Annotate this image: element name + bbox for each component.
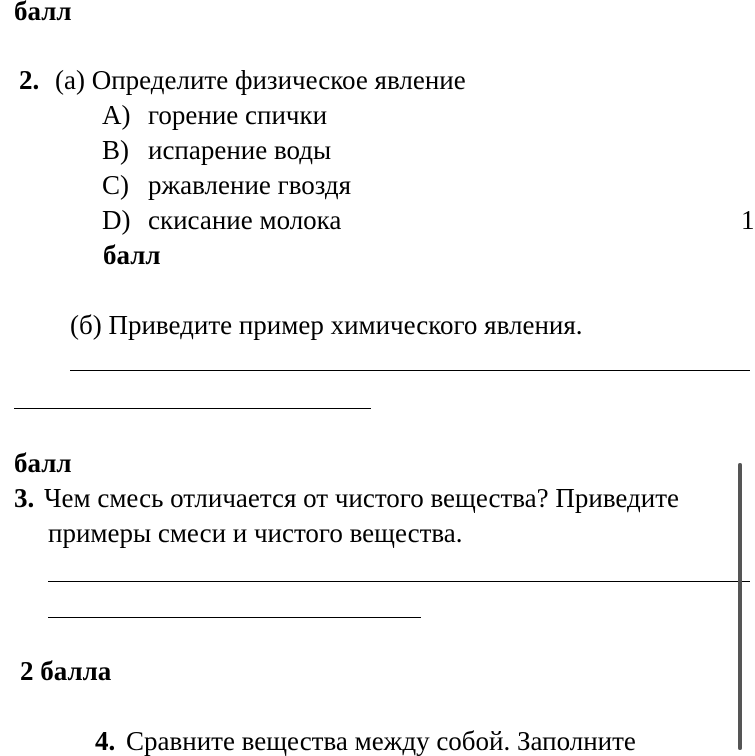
score-label-top: балл [14, 0, 72, 26]
question-2-points-word: балл [103, 240, 161, 270]
score-label: балл [14, 448, 72, 478]
answer-line [48, 581, 750, 582]
option-text: испарение воды [148, 135, 332, 165]
question-3-text-line-1: Чем смесь отличается от чистого вещества? Приведите [44, 483, 680, 513]
option-letter: B) [102, 135, 129, 165]
question-4-text: Сравните вещества между собой. Заполните [126, 726, 636, 756]
option-letter: A) [102, 100, 131, 130]
option-text: горение спички [148, 100, 328, 130]
question-2-points-digit: 1 [741, 205, 755, 235]
answer-line [48, 617, 421, 618]
option-letter: C) [102, 170, 129, 200]
question-4-number: 4. [95, 726, 116, 756]
answer-line [14, 408, 371, 409]
option-text: скисание молока [148, 205, 342, 235]
question-2-part-b: (б) Приведите пример химического явления. [70, 310, 583, 340]
option-letter: D) [102, 205, 131, 235]
question-3-text-line-2: примеры смеси и чистого вещества. [48, 518, 463, 548]
option-text: ржавление гвоздя [148, 170, 352, 200]
question-3-number: 3. [14, 483, 35, 513]
question-3-points: 2 балла [20, 656, 112, 686]
question-2-number: 2. [19, 65, 40, 95]
vertical-scrollbar[interactable] [738, 463, 742, 750]
question-2-prompt: (а) Определите физическое явление [55, 65, 466, 95]
answer-line [70, 370, 750, 371]
